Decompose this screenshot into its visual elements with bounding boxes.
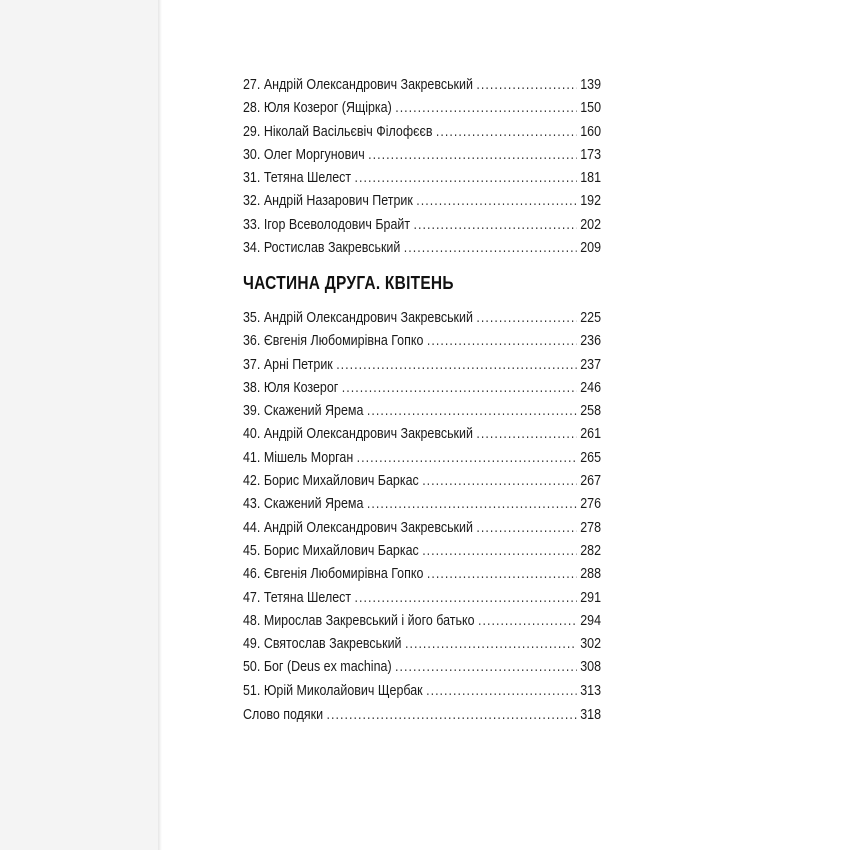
toc-entry[interactable]	[243, 633, 601, 656]
section-heading: ЧАСТИНА ДРУГА. КВІТЕНЬ	[243, 273, 454, 293]
toc-entry-title: Ніколай Васільєвіч Філофєєв	[263, 123, 433, 140]
toc-entry-title: Андрій Олександрович Закревський	[263, 426, 473, 443]
toc-entry-number: 43.	[243, 496, 261, 513]
toc-entry-number: 35.	[243, 310, 261, 326]
toc-entry-number: 30.	[243, 146, 261, 163]
toc-entry-page: 160	[580, 123, 602, 140]
toc-entry-title: Євгенія Любомирівна Гопко	[263, 333, 424, 350]
toc-entry-title: Святослав Закревський	[263, 636, 402, 653]
toc-entry[interactable]	[243, 377, 601, 400]
toc-leader-dots	[422, 540, 577, 563]
toc-entry-number: 31.	[243, 170, 261, 187]
toc-entry-page: 236	[580, 333, 602, 350]
toc-entry[interactable]	[243, 400, 601, 423]
toc-entry-number: 40.	[243, 426, 261, 443]
toc-entry-page: 173	[580, 146, 602, 163]
toc-entry[interactable]	[243, 656, 601, 679]
toc-entry-number: 46.	[243, 566, 261, 583]
toc-entry-page: 246	[580, 379, 602, 396]
toc-entry-title: Юля Козерог	[263, 379, 339, 396]
toc-entry-title: Ростислав Закревський	[263, 240, 401, 257]
toc-entry-title: Тетяна Шелест	[263, 589, 352, 606]
toc-entry[interactable]	[243, 74, 601, 97]
toc-entry-title: Бог (Deus ex machina)	[263, 659, 392, 676]
toc-leader-dots	[357, 447, 577, 470]
toc-entry-number: 37.	[243, 356, 261, 373]
toc-entry-page: 278	[580, 519, 602, 536]
toc-leader-dots	[367, 493, 577, 516]
toc-entry-page: 261	[580, 426, 602, 443]
toc-entry-number: 34.	[243, 240, 261, 257]
toc-entry[interactable]	[243, 610, 601, 633]
toc-entry-page: 150	[580, 100, 602, 117]
toc-entry-page: 318	[580, 707, 602, 723]
toc-entry-page: 258	[580, 403, 602, 420]
toc-entry-number: 49.	[243, 636, 261, 653]
toc-entry-page: 308	[580, 659, 602, 676]
toc-entry-page: 209	[580, 240, 602, 257]
toc-entry-title: Андрій Олександрович Закревський	[263, 310, 473, 326]
toc-entry-number: 50.	[243, 659, 261, 676]
toc-entry[interactable]	[243, 144, 601, 167]
toc-entry[interactable]	[243, 354, 601, 377]
toc-entry-page: 302	[580, 636, 602, 653]
toc-leader-dots	[355, 167, 577, 190]
toc-entry[interactable]	[243, 587, 601, 610]
toc-entry-title: Борис Михайлович Баркас	[263, 542, 419, 559]
toc-entry-page: 291	[580, 589, 602, 606]
toc-entry[interactable]	[243, 680, 601, 703]
toc-entry-number: 33.	[243, 216, 261, 233]
toc-afterword	[243, 704, 601, 727]
toc-entry-page: 139	[580, 77, 602, 93]
toc-entry-number: 36.	[243, 333, 261, 350]
toc-entry-page: 294	[580, 612, 602, 629]
toc-entry-page: 181	[580, 170, 602, 187]
toc-entry[interactable]	[243, 307, 601, 330]
toc-part-one	[243, 74, 601, 260]
toc-entry-title: Слово подяки	[243, 707, 324, 723]
toc-leader-dots	[367, 400, 577, 423]
toc-entry-title: Борис Михайлович Баркас	[263, 473, 419, 490]
toc-entry[interactable]	[243, 167, 601, 190]
toc-entry-title: Євгенія Любомирівна Гопко	[263, 566, 424, 583]
toc-entry[interactable]	[243, 190, 601, 213]
toc-entry-number: 45.	[243, 542, 261, 559]
toc-entry-page: 282	[580, 542, 602, 559]
toc-entry-title: Юля Козерог (Ящірка)	[263, 100, 392, 117]
toc-entry-number: 29.	[243, 123, 261, 140]
toc-entry-title: Тетяна Шелест	[263, 170, 352, 187]
toc-entry-afterword[interactable]	[243, 704, 601, 727]
toc-entry-number: 38.	[243, 379, 261, 396]
toc-entry-title: Мирослав Закревський і його батько	[263, 612, 475, 629]
toc-entry[interactable]	[243, 517, 601, 540]
toc-leader-dots	[422, 470, 577, 493]
toc-leader-dots	[368, 144, 577, 167]
toc-entry-number: 32.	[243, 193, 261, 210]
toc-entry-page: 276	[580, 496, 602, 513]
toc-part-two	[243, 307, 601, 703]
toc-entry-title: Арні Петрик	[263, 356, 333, 373]
toc-entry-page: 202	[580, 216, 602, 233]
toc-entry-page: 237	[580, 356, 602, 373]
toc-leader-dots	[436, 121, 577, 144]
toc-leader-dots	[336, 354, 577, 377]
toc-entry-title: Скажений Ярема	[263, 403, 364, 420]
toc-entry-page: 313	[580, 682, 602, 699]
toc-entry-number: 41.	[243, 449, 261, 466]
toc-leader-dots	[427, 563, 577, 586]
toc-entry-page: 192	[580, 193, 602, 210]
toc-leader-dots	[476, 74, 576, 97]
toc-leader-dots	[478, 610, 577, 633]
toc-leader-dots	[426, 680, 577, 703]
toc-leader-dots	[327, 704, 577, 727]
toc-leader-dots	[476, 423, 576, 446]
toc-entry[interactable]	[243, 330, 601, 353]
toc-leader-dots	[342, 377, 577, 400]
toc-leader-dots	[405, 633, 577, 656]
toc-entry-number: 42.	[243, 473, 261, 490]
toc-leader-dots	[355, 587, 577, 610]
toc-entry-page: 265	[580, 449, 602, 466]
toc-entry[interactable]	[243, 493, 601, 516]
toc-entry[interactable]	[243, 423, 601, 446]
toc-leader-dots	[404, 237, 577, 260]
toc-entry-title: Юрій Миколайович Щербак	[263, 682, 423, 699]
toc-entry-page: 288	[580, 566, 602, 583]
toc-leader-dots	[427, 330, 577, 353]
toc-entry-number: 47.	[243, 589, 261, 606]
toc-leader-dots	[395, 97, 577, 120]
toc-entry-page: 225	[580, 310, 602, 326]
toc-leader-dots	[476, 307, 576, 330]
toc-entry[interactable]	[243, 447, 601, 470]
toc-entry[interactable]	[243, 237, 601, 260]
toc-leader-dots	[476, 517, 576, 540]
toc-entry-number: 28.	[243, 100, 261, 117]
toc-entry[interactable]	[243, 470, 601, 493]
toc-entry[interactable]	[243, 214, 601, 237]
toc-entry[interactable]	[243, 97, 601, 120]
toc-entry-number: 39.	[243, 403, 261, 420]
toc-entry-title: Андрій Олександрович Закревський	[263, 77, 473, 93]
toc-leader-dots	[395, 656, 577, 679]
toc-entry-page: 267	[580, 473, 602, 490]
toc-entry-title: Андрій Назарович Петрик	[263, 193, 413, 210]
toc-entry-title: Андрій Олександрович Закревський	[263, 519, 473, 536]
toc-entry-title: Мішель Морган	[263, 449, 354, 466]
toc-entry[interactable]	[243, 563, 601, 586]
toc-entry-number: 27.	[243, 77, 261, 93]
toc-entry-number: 48.	[243, 612, 261, 629]
toc-leader-dots	[414, 214, 577, 237]
toc-entry-title: Скажений Ярема	[263, 496, 364, 513]
toc-entry-title: Ігор Всеволодович Брайт	[263, 216, 411, 233]
toc-entry-title: Олег Моргунович	[263, 146, 365, 163]
toc-entry[interactable]	[243, 540, 601, 563]
toc-entry-number: 44.	[243, 519, 261, 536]
toc-entry-number: 51.	[243, 682, 261, 699]
toc-entry[interactable]	[243, 121, 601, 144]
page-edge	[158, 0, 162, 850]
toc-leader-dots	[416, 190, 576, 213]
